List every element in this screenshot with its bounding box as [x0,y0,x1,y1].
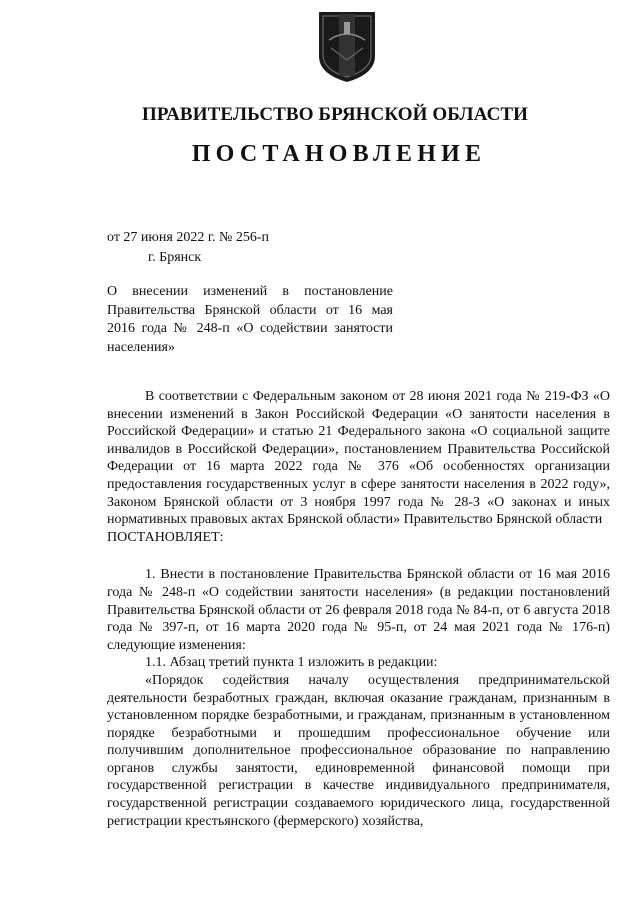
paragraph-spacer [107,546,610,566]
preamble-paragraph: В соответствии с Федеральным законом от 28 июня 2021 года № 219-ФЗ «О внесении изменений в Закон Российской Федерации «О занятости населения в Российской Федерации» и статью 21 Федерального закона «О социальной защите инвалидов в Российской Федерации», постановлением Правительства Российской Федерации от 16 марта 2022 года № 376 «Об особенностях организации предоставления государственных услуг в сфере занятости населения в 2022 году», Законом Брянской области от 3 ноября 1997 года № 28-З «О законах и иных нормативных правовых актах Брянской области» Правительство Брянской области [107,389,610,528]
bryansk-coat-of-arms-icon [317,10,377,84]
decree-word: ПОСТАНОВЛЯЕТ: [107,529,224,545]
government-title: ПРАВИТЕЛЬСТВО БРЯНСКОЙ ОБЛАСТИ [141,104,529,125]
document-body [107,388,610,830]
document-subject: О внесении изменений в постановление Правительства Брянской области от 16 мая 2016 года № 248-п «О содействии занятости населения» [107,284,393,355]
document-city: г. Брянск [148,250,202,265]
item-1-1-paragraph: 1.1. Абзац третий пункта 1 изложить в редакции: [145,655,438,671]
item-1-paragraph: 1. Внести в постановление Правительства Брянской области от 16 мая 2016 года № 248-п «О содействии занятости населения» (в редакции постановлений Правительства Брянской области от 26 февраля 2018 года № 84-п, от 6 августа 2018 года № 397-п, от 16 марта 2020 года № 95-п, от 24 мая 2021 года № 176-п) следующие изменения: [107,567,610,653]
document-date-number: от 27 июня 2022 г. № 256-п [107,230,269,245]
quoted-text-paragraph: «Порядок содействия началу осуществления предпринимательской деятельности безработных граждан, включая оказание гражданам, признанным в установленном порядке безработными, и гражданам, признанным в установленном порядке безработными и прошедшим профессиональное обучение или получившим дополнительное профессиональное образование по направлению органов службы занятости, единовременной финансовой помощи при государственной регистрации в качестве индивидуального предпринимателя, государственной регистрации создаваемого юридического лица, государственной регистрации крестьянского (фермерского) хозяйства, [107,672,610,829]
document-type: ПОСТАНОВЛЕНИЕ [191,141,487,167]
